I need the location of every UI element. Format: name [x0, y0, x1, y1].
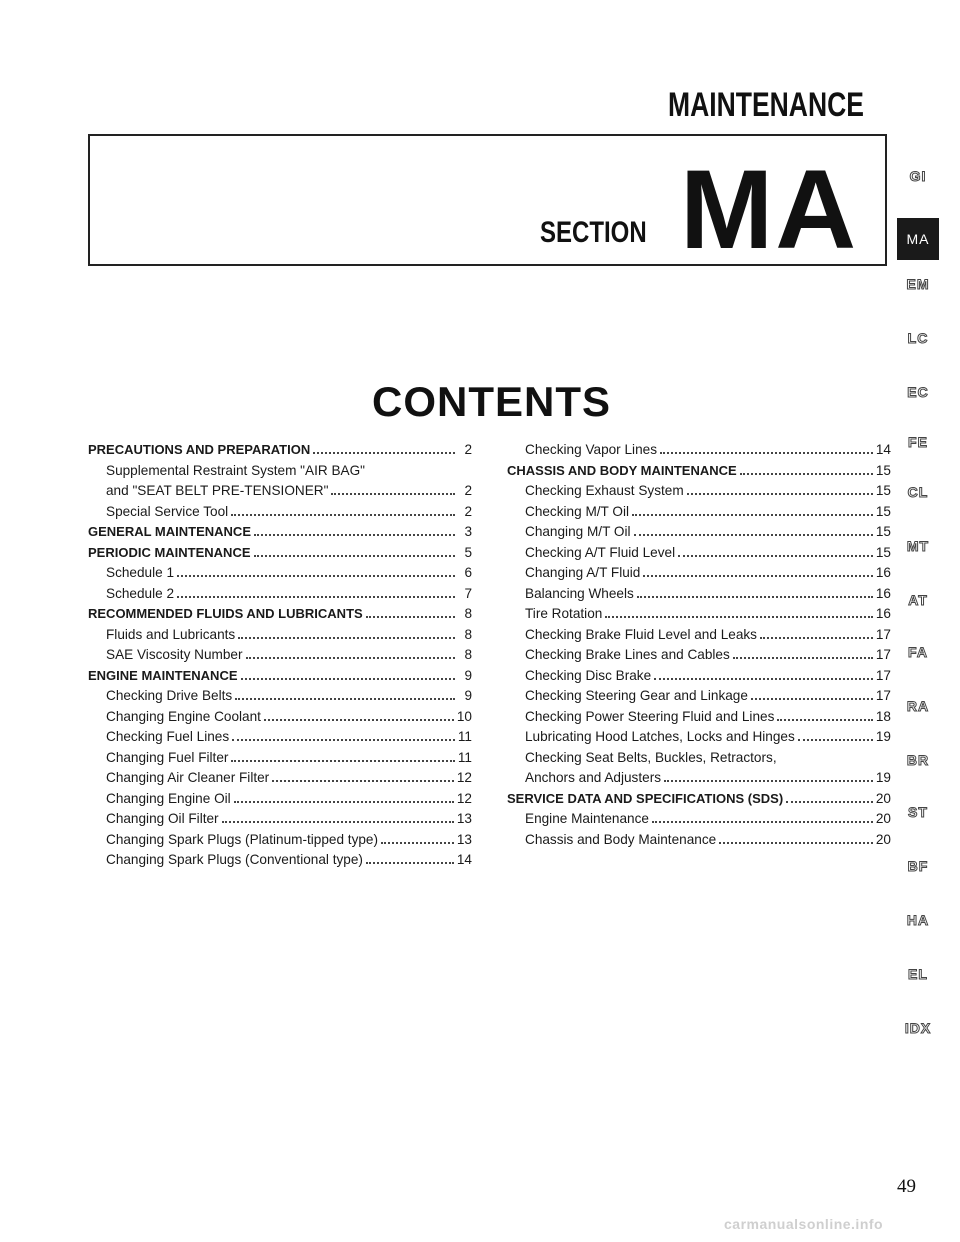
toc-entry-page: 15: [875, 503, 891, 519]
toc-entry-label: Checking A/T Fluid Level: [525, 544, 676, 560]
watermark: carmanualsonline.info: [724, 1216, 884, 1232]
toc-leader-dots: [272, 780, 454, 782]
toc-entry-page: 16: [875, 606, 891, 621]
toc-entry-label: Changing A/T Fluid: [525, 565, 641, 580]
toc-leader-dots: [654, 678, 873, 680]
toc-leader-dots: [719, 842, 873, 844]
section-tab-bf[interactable]: BF: [907, 858, 929, 874]
toc-entry[interactable]: [507, 768, 891, 789]
toc-entry[interactable]: [507, 707, 891, 728]
toc-entry-label: Checking Seat Belts, Buckles, Retractors,: [525, 749, 777, 765]
toc-entry-label: Changing Engine Coolant: [106, 708, 261, 724]
section-tab-gi[interactable]: GI: [909, 168, 927, 184]
toc-entry[interactable]: [88, 440, 472, 461]
toc-entry[interactable]: [507, 625, 891, 646]
section-tab-ec[interactable]: EC: [907, 384, 929, 400]
toc-entry-label: SAE Viscosity Number: [106, 647, 243, 662]
toc-entry-label: Checking Exhaust System: [525, 483, 684, 498]
toc-entry[interactable]: [507, 604, 891, 625]
document-header-title: MAINTENANCE: [668, 86, 864, 124]
section-tab-ha[interactable]: HA: [906, 912, 930, 928]
toc-entry[interactable]: [88, 809, 472, 830]
toc-leader-dots: [254, 534, 455, 536]
toc-leader-dots: [232, 739, 455, 741]
toc-entry-page: 10: [456, 708, 472, 724]
toc-leader-dots: [733, 657, 873, 659]
toc-leader-dots: [254, 555, 455, 557]
toc-entry[interactable]: [88, 481, 472, 502]
toc-leader-dots: [235, 698, 455, 700]
section-tab-st[interactable]: ST: [908, 804, 928, 820]
section-word: SECTION: [540, 216, 647, 249]
toc-leader-dots: [264, 719, 454, 721]
toc-entry[interactable]: [88, 666, 472, 687]
toc-entry-label: Anchors and Adjusters: [525, 770, 662, 785]
toc-left-column: [88, 440, 472, 871]
toc-entry-page: 13: [456, 831, 472, 847]
toc-entry-label: Checking Brake Fluid Level and Leaks: [525, 626, 757, 642]
toc-entry[interactable]: [88, 584, 472, 605]
toc-leader-dots: [652, 821, 873, 823]
toc-entry-page: 17: [875, 647, 891, 662]
toc-entry-label: Checking Fuel Lines: [106, 729, 230, 744]
toc-entry[interactable]: [507, 666, 891, 687]
section-tab-el[interactable]: EL: [908, 966, 928, 982]
toc-entry-page: 15: [875, 544, 891, 560]
toc-leader-dots: [634, 534, 873, 536]
section-tab-ma[interactable]: MA: [897, 218, 939, 260]
section-banner: [88, 134, 887, 272]
toc-entry[interactable]: [507, 809, 891, 830]
toc-entry-label: Checking Steering Gear and Linkage: [525, 688, 748, 703]
toc-entry-page: 9: [464, 667, 472, 683]
toc-entry-page: 15: [875, 524, 891, 539]
toc-entry[interactable]: [507, 748, 891, 769]
toc-entry-page: 11: [457, 729, 472, 744]
toc-entry-label: Changing Fuel Filter: [106, 749, 229, 765]
toc-leader-dots: [740, 473, 873, 475]
toc-entry[interactable]: [507, 522, 891, 543]
toc-entry-page: 19: [875, 729, 891, 744]
toc-entry-label: ENGINE MAINTENANCE: [88, 667, 238, 683]
toc-entry-label: Checking M/T Oil: [525, 503, 629, 519]
toc-entry-label: Schedule 2: [106, 585, 175, 601]
toc-leader-dots: [664, 780, 873, 782]
toc-leader-dots: [798, 739, 873, 741]
toc-entry-page: 16: [875, 585, 891, 601]
toc-entry-page: 19: [875, 770, 891, 785]
toc-entry-label: SERVICE DATA AND SPECIFICATIONS (SDS): [507, 790, 784, 806]
toc-entry-label: Supplemental Restraint System "AIR BAG": [106, 462, 365, 478]
toc-leader-dots: [678, 555, 873, 557]
toc-leader-dots: [231, 514, 455, 516]
toc-entry-page: 3: [464, 524, 472, 539]
section-tab-ra[interactable]: RA: [906, 698, 930, 714]
toc-entry-page: 2: [464, 503, 472, 519]
toc-entry[interactable]: [88, 522, 472, 543]
toc-leader-dots: [777, 719, 873, 721]
toc-entry-label: Changing Air Cleaner Filter: [106, 770, 270, 785]
section-tab-br[interactable]: BR: [906, 752, 930, 768]
toc-entry-label: RECOMMENDED FLUIDS AND LUBRICANTS: [88, 606, 363, 621]
toc-leader-dots: [313, 452, 455, 454]
toc-leader-dots: [381, 842, 454, 844]
section-code: MA: [680, 147, 859, 272]
toc-entry[interactable]: [507, 727, 891, 748]
toc-entry-label: Checking Disc Brake: [525, 667, 652, 683]
toc-entry[interactable]: [507, 461, 891, 482]
toc-entry-label: Changing Engine Oil: [106, 790, 231, 806]
toc-entry[interactable]: [88, 604, 472, 625]
toc-entry-label: Checking Drive Belts: [106, 688, 233, 703]
toc-entry-label: CHASSIS AND BODY MAINTENANCE: [507, 462, 737, 478]
toc-entry-page: 8: [464, 606, 472, 621]
toc-entry-page: 17: [875, 626, 891, 642]
toc-entry-page: 8: [464, 647, 472, 662]
toc-leader-dots: [632, 514, 873, 516]
toc-leader-dots: [786, 801, 873, 803]
toc-entry-page: 7: [464, 585, 472, 601]
toc-entry-label: GENERAL MAINTENANCE: [88, 524, 251, 539]
section-tab-em[interactable]: EM: [906, 276, 930, 292]
toc-leader-dots: [605, 616, 873, 618]
toc-leader-dots: [234, 801, 454, 803]
toc-entry-page: 18: [875, 708, 891, 724]
toc-entry-label: Engine Maintenance: [525, 811, 649, 826]
toc-entry[interactable]: [507, 789, 891, 810]
toc-entry-page: 12: [456, 770, 472, 785]
toc-entry[interactable]: [88, 645, 472, 666]
toc-entry-label: Fluids and Lubricants: [106, 626, 236, 642]
toc-entry[interactable]: [507, 563, 891, 584]
toc-entry[interactable]: [507, 830, 891, 851]
toc-entry[interactable]: [507, 502, 891, 523]
toc-entry[interactable]: [88, 563, 472, 584]
toc-leader-dots: [643, 575, 873, 577]
toc-leader-dots: [222, 821, 454, 823]
toc-entry-page: 5: [464, 544, 472, 560]
toc-entry[interactable]: [88, 768, 472, 789]
toc-entry[interactable]: [88, 625, 472, 646]
toc-leader-dots: [246, 657, 456, 659]
toc-entry-label: Special Service Tool: [106, 503, 229, 519]
toc-leader-dots: [231, 760, 454, 762]
toc-entry[interactable]: [88, 707, 472, 728]
toc-entry-label: Changing Spark Plugs (Platinum-tipped type): [106, 831, 379, 847]
toc-leader-dots: [760, 637, 873, 639]
section-tab-at[interactable]: AT: [908, 592, 928, 608]
toc-leader-dots: [238, 637, 455, 639]
toc-entry[interactable]: [88, 543, 472, 564]
toc-leader-dots: [660, 452, 873, 454]
toc-entry[interactable]: [507, 686, 891, 707]
toc-entry[interactable]: [88, 789, 472, 810]
section-tab-cl[interactable]: CL: [907, 484, 929, 500]
toc-entry-label: Schedule 1: [106, 565, 175, 580]
toc-entry-page: 15: [875, 462, 891, 478]
toc-leader-dots: [366, 862, 454, 864]
toc-entry-label: Changing M/T Oil: [525, 524, 631, 539]
toc-leader-dots: [366, 616, 455, 618]
toc-entry-page: 14: [456, 852, 472, 867]
toc-leader-dots: [241, 678, 455, 680]
toc-entry[interactable]: [88, 686, 472, 707]
toc-entry-page: 16: [875, 565, 891, 580]
toc-entry-page: 11: [457, 749, 472, 765]
toc-entry-label: Checking Brake Lines and Cables: [525, 647, 730, 662]
toc-entry-page: 9: [464, 688, 472, 703]
toc-entry[interactable]: [507, 543, 891, 564]
toc-entry-page: 6: [464, 565, 472, 580]
toc-entry-label: PERIODIC MAINTENANCE: [88, 544, 251, 560]
toc-entry-label: Tire Rotation: [525, 606, 603, 621]
toc-leader-dots: [177, 575, 455, 577]
toc-entry-page: 20: [875, 831, 891, 847]
toc-leader-dots: [177, 596, 455, 598]
toc-leader-dots: [331, 493, 455, 495]
toc-entry[interactable]: [88, 748, 472, 769]
toc-entry[interactable]: [88, 830, 472, 851]
toc-entry[interactable]: [88, 850, 472, 871]
toc-leader-dots: [751, 698, 873, 700]
toc-entry-label: PRECAUTIONS AND PREPARATION: [88, 442, 311, 457]
toc-entry-page: 17: [875, 688, 891, 703]
toc-entry-label: Balancing Wheels: [525, 585, 634, 601]
toc-entry-page: 20: [875, 790, 891, 806]
toc-entry[interactable]: [88, 502, 472, 523]
toc-entry[interactable]: [88, 727, 472, 748]
toc-entry-label: Changing Oil Filter: [106, 811, 219, 826]
toc-entry[interactable]: [507, 481, 891, 502]
toc-entry-label: Checking Power Steering Fluid and Lines: [525, 708, 775, 724]
toc-entry-label: Checking Vapor Lines: [525, 442, 657, 457]
section-tab-lc[interactable]: LC: [907, 330, 929, 346]
toc-entry-page: 14: [875, 442, 891, 457]
toc-entry-label: Lubricating Hood Latches, Locks and Hinges: [525, 729, 795, 744]
section-tab-idx[interactable]: IDX: [904, 1020, 932, 1036]
toc-entry-label: Changing Spark Plugs (Conventional type): [106, 852, 363, 867]
toc-entry-page: 20: [875, 811, 891, 826]
section-tab-fa[interactable]: FA: [908, 644, 928, 660]
section-tab-fe[interactable]: FE: [908, 434, 928, 450]
toc-entry-page: 13: [456, 811, 472, 826]
toc-entry-page: 12: [456, 790, 472, 806]
toc-entry[interactable]: [507, 440, 891, 461]
section-tab-mt[interactable]: MT: [906, 538, 930, 554]
toc-right-column: [507, 440, 891, 850]
toc-entry[interactable]: [507, 584, 891, 605]
toc-entry-page: 17: [875, 667, 891, 683]
page-number: 49: [897, 1176, 916, 1197]
toc-entry[interactable]: [88, 461, 472, 482]
toc-entry-page: 2: [464, 442, 472, 457]
toc-leader-dots: [687, 493, 873, 495]
toc-entry-page: 2: [464, 483, 472, 498]
toc-leader-dots: [637, 596, 873, 598]
toc-entry-page: 15: [875, 483, 891, 498]
toc-entry-label: Chassis and Body Maintenance: [525, 831, 717, 847]
toc-entry[interactable]: [507, 645, 891, 666]
toc-entry-label: and "SEAT BELT PRE-TENSIONER": [106, 483, 329, 498]
contents-heading: CONTENTS: [372, 378, 611, 425]
toc-entry-page: 8: [464, 626, 472, 642]
